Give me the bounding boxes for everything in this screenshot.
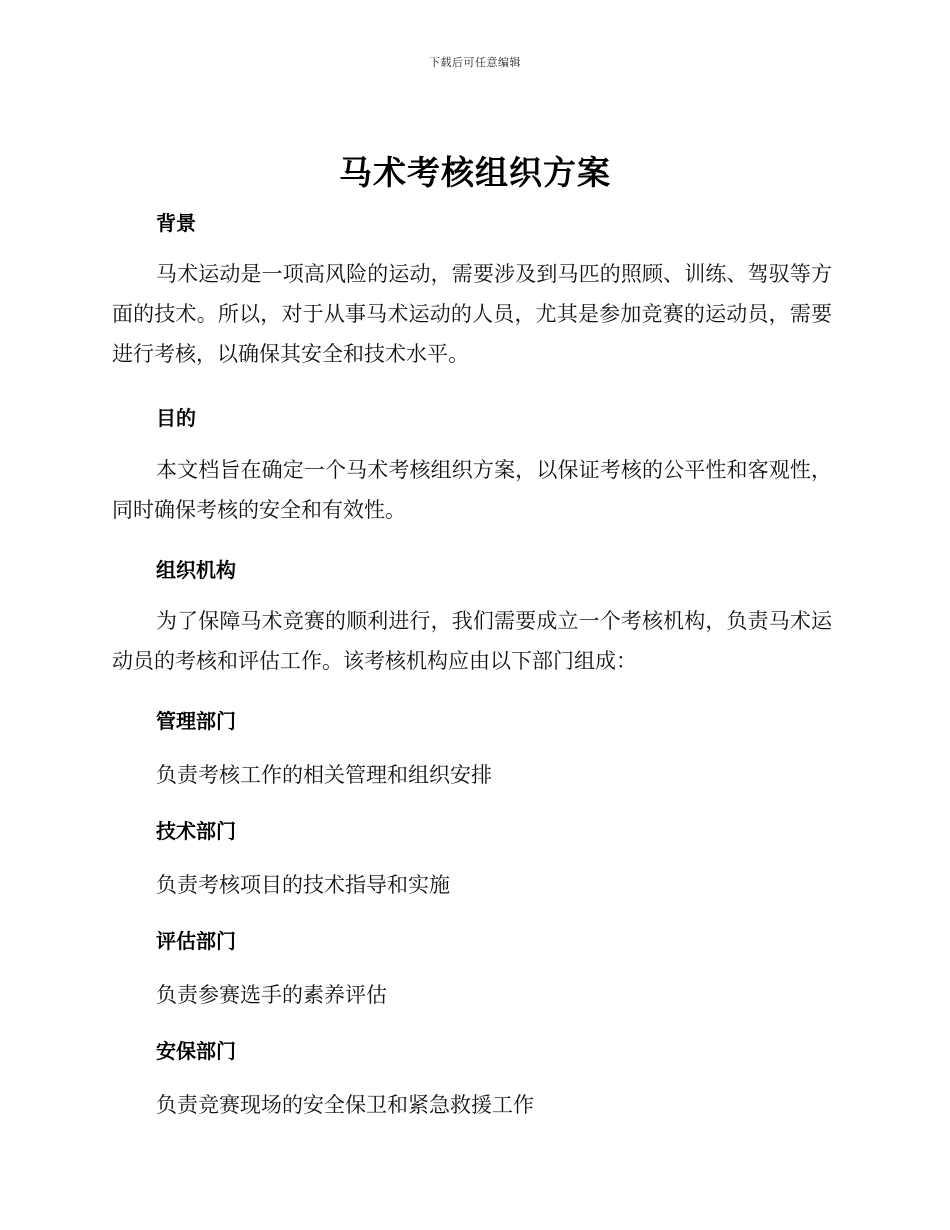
section-organization xyxy=(112,554,832,583)
section-heading-background: 背景 xyxy=(156,211,196,235)
section-technical-body xyxy=(112,869,832,899)
section-text-organization: 为了保障马术竞赛的顺利进行，我们需要成立一个考核机构，负责马术运动员的考核和评估工作。该考核机构应由以下部门组成： xyxy=(112,609,832,673)
section-management-body xyxy=(112,759,832,789)
section-heading-technical: 技术部门 xyxy=(156,819,236,843)
section-assessment xyxy=(112,925,832,954)
section-heading-security: 安保部门 xyxy=(156,1039,236,1063)
section-management xyxy=(112,705,832,734)
section-assessment-body xyxy=(112,979,832,1009)
section-technical xyxy=(112,815,832,844)
section-heading-purpose: 目的 xyxy=(156,406,196,430)
section-heading-organization: 组织机构 xyxy=(156,558,236,582)
section-text-management: 负责考核工作的相关管理和组织安排 xyxy=(156,763,492,787)
section-purpose xyxy=(112,402,832,431)
section-text-technical: 负责考核项目的技术指导和实施 xyxy=(156,873,450,897)
document-title: 马术考核组织方案 xyxy=(339,153,611,192)
section-security-body xyxy=(112,1089,832,1119)
section-background-body xyxy=(112,254,832,374)
section-text-background: 马术运动是一项高风险的运动，需要涉及到马匹的照顾、训练、驾驭等方面的技术。所以，对于从事马术运动的人员，尤其是参加竞赛的运动员，需要进行考核，以确保其安全和技术水平。 xyxy=(112,262,832,366)
section-text-security: 负责竞赛现场的安全保卫和紧急救援工作 xyxy=(156,1093,534,1117)
section-background xyxy=(112,207,832,236)
section-heading-assessment: 评估部门 xyxy=(156,929,236,953)
section-text-purpose: 本文档旨在确定一个马术考核组织方案，以保证考核的公平性和客观性，同时确保考核的安全和有效性。 xyxy=(112,458,832,522)
section-purpose-body xyxy=(112,450,832,530)
section-text-assessment: 负责参赛选手的素养评估 xyxy=(156,983,387,1007)
section-security xyxy=(112,1035,832,1064)
section-heading-management: 管理部门 xyxy=(156,709,236,733)
section-organization-body xyxy=(112,601,832,681)
header-note: 下载后可任意编辑 xyxy=(429,56,521,69)
